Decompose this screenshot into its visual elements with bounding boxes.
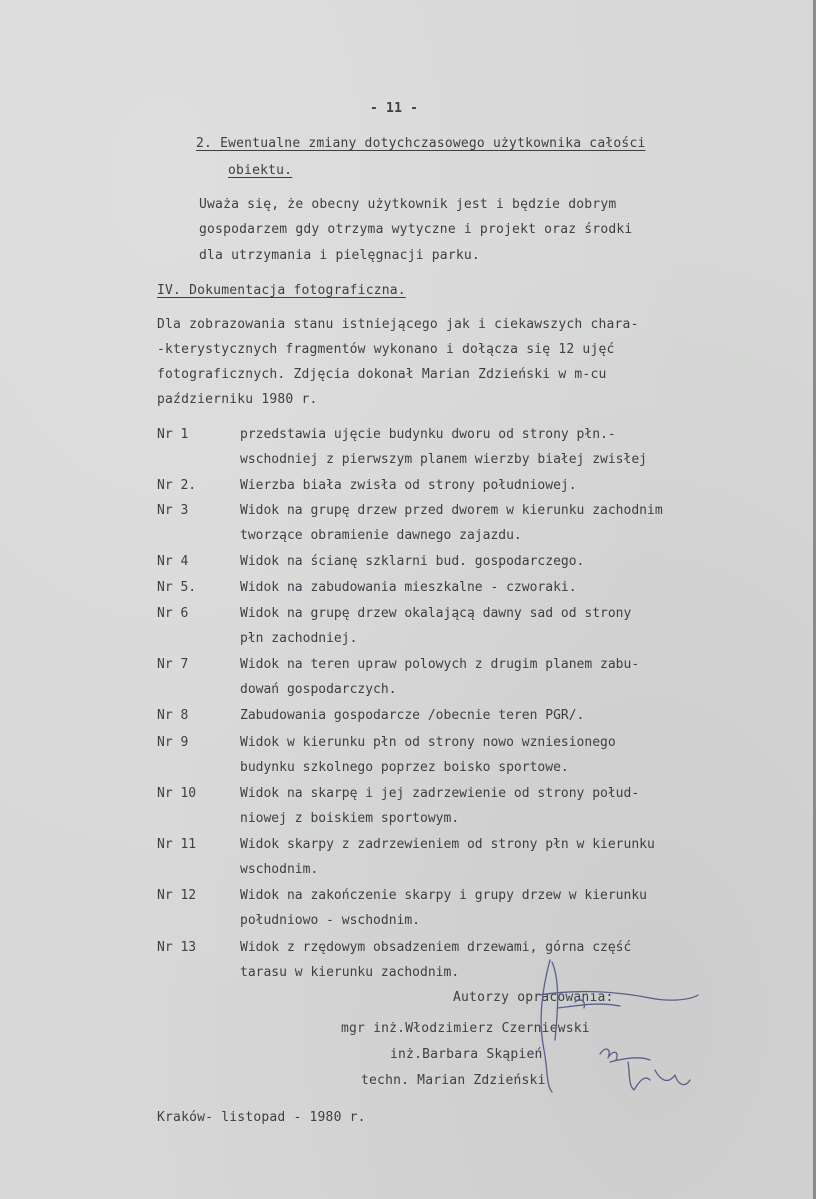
- section-4-intro-line: fotograficznych. Zdjęcia dokonał Marian Zdzieński w m-cu: [157, 367, 607, 382]
- photo-number: Nr 4: [157, 554, 189, 569]
- page-number: - 11 -: [370, 101, 419, 116]
- photo-number: Nr 10: [157, 786, 197, 801]
- photo-number: Nr 3: [157, 503, 189, 518]
- photo-number: Nr 2.: [157, 478, 197, 493]
- photo-number: Nr 12: [157, 888, 197, 903]
- section-4-heading: IV. Dokumentacja fotograficzna.: [157, 283, 406, 298]
- photo-description-line: Widok w kierunku płn od strony nowo wzniesionego: [240, 735, 616, 750]
- photo-number: Nr 8: [157, 708, 189, 723]
- photo-description-line: wschodnim.: [240, 862, 319, 877]
- section-2-heading-line-1: 2. Ewentualne zmiany dotychczasowego użytkownika całości: [196, 136, 646, 151]
- photo-number: Nr 5.: [157, 580, 197, 595]
- section-2-body-line: gospodarzem gdy otrzyma wytyczne i projekt oraz środki: [199, 222, 633, 237]
- section-4-intro-line: -kterystycznych fragmentów wykonano i dołącza się 12 ujęć: [157, 342, 615, 357]
- photo-description-line: Widok z rzędowym obsadzeniem drzewami, górna część: [240, 940, 632, 955]
- photo-description-line: południowo - wschodnim.: [240, 913, 421, 928]
- photo-description-line: tarasu w kierunku zachodnim.: [240, 965, 460, 980]
- photo-description-line: Widok na zakończenie skarpy i grupy drzew w kierunku: [240, 888, 647, 903]
- photo-number: Nr 11: [157, 837, 197, 852]
- place-date: Kraków- listopad - 1980 r.: [157, 1110, 366, 1125]
- photo-description-line: Zabudowania gospodarcze /obecnie teren PGR/.: [240, 708, 585, 723]
- section-2-heading-line-2: obiektu.: [228, 163, 293, 178]
- photo-number: Nr 1: [157, 427, 189, 442]
- photo-description-line: Widok na zabudowania mieszkalne - czworaki.: [240, 580, 577, 595]
- author-name: inż.Barbara Skąpień: [390, 1047, 543, 1062]
- photo-number: Nr 7: [157, 657, 189, 672]
- photo-number: Nr 9: [157, 735, 189, 750]
- section-4-intro-line: październiku 1980 r.: [157, 392, 318, 407]
- photo-description-line: wschodniej z pierwszym planem wierzby białej zwisłej: [240, 452, 647, 467]
- handwritten-signatures: [500, 950, 720, 1100]
- photo-description-line: Widok na grupę drzew przed dworem w kierunku zachodnim: [240, 503, 663, 518]
- section-4-intro-line: Dla zobrazowania stanu istniejącego jak i ciekawszych chara-: [157, 317, 639, 332]
- author-name: techn. Marian Zdzieński: [361, 1073, 546, 1088]
- authors-heading: Autorzy opracowania:: [453, 990, 614, 1005]
- photo-description-line: Widok na ścianę szklarni bud. gospodarczego.: [240, 554, 585, 569]
- photo-description-line: budynku szkolnego poprzez boisko sportowe.: [240, 760, 569, 775]
- photo-description-line: Wierzba biała zwisła od strony południowej.: [240, 478, 577, 493]
- photo-description-line: Widok na grupę drzew okalającą dawny sad od strony: [240, 606, 632, 621]
- photo-description-line: Widok na teren upraw polowych z drugim planem zabu-: [240, 657, 640, 672]
- photo-number: Nr 13: [157, 940, 197, 955]
- photo-number: Nr 6: [157, 606, 189, 621]
- section-2-body-line: Uważa się, że obecny użytkownik jest i będzie dobrym: [199, 197, 617, 212]
- photo-description-line: dowań gospodarczych.: [240, 682, 397, 697]
- photo-description-line: przedstawia ujęcie budynku dworu od strony płn.-: [240, 427, 616, 442]
- author-name: mgr inż.Włodzimierz Czerniewski: [341, 1021, 590, 1036]
- photo-description-line: płn zachodniej.: [240, 631, 358, 646]
- photo-description-line: Widok skarpy z zadrzewieniem od strony płn w kierunku: [240, 837, 655, 852]
- section-2-body-line: dla utrzymania i pielęgnacji parku.: [199, 248, 480, 263]
- photo-description-line: niowej z boiskiem sportowym.: [240, 811, 460, 826]
- photo-description-line: Widok na skarpę i jej zadrzewienie od strony połud-: [240, 786, 640, 801]
- photo-description-line: tworzące obramienie dawnego zajazdu.: [240, 528, 522, 543]
